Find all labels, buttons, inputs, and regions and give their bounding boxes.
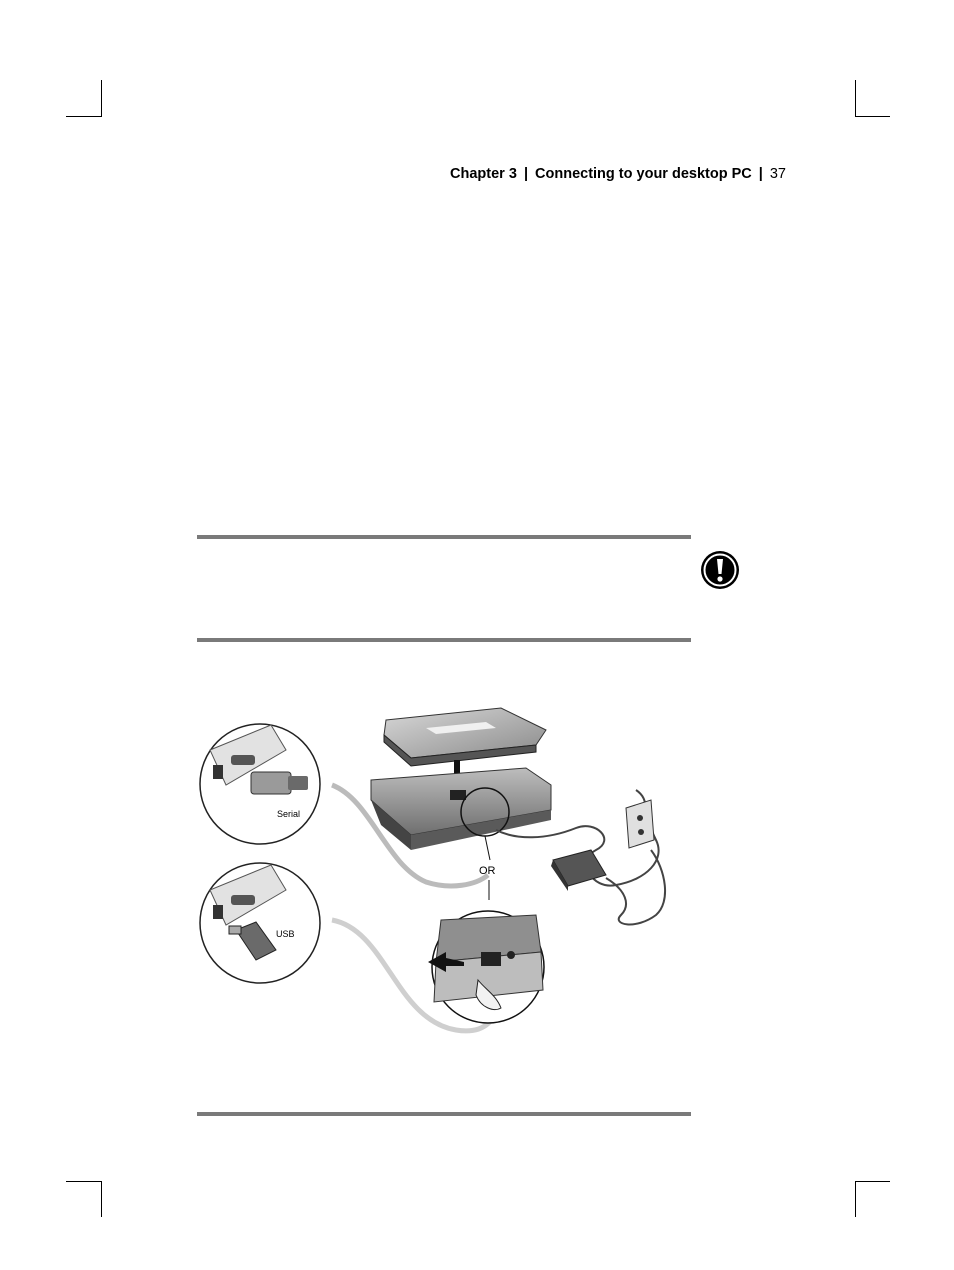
crop-mark-bottom-right-horizontal	[856, 1181, 890, 1182]
running-header	[420, 166, 786, 182]
figure-bottom-rule	[197, 1112, 691, 1116]
crop-mark-top-right-horizontal	[856, 116, 890, 117]
usb-label: USB	[276, 929, 295, 939]
usb-port-inset	[200, 863, 320, 983]
note-bottom-rule	[197, 638, 691, 642]
page-number: 37	[769, 166, 786, 182]
cradle-connection-illustration	[196, 690, 676, 1040]
exclamation-warning-icon	[700, 550, 740, 590]
pocket-pc-device	[384, 708, 546, 766]
header-separator: |	[523, 166, 528, 182]
header-title: Connecting to your desktop PC	[535, 166, 752, 182]
header-separator-2: |	[758, 166, 763, 182]
crop-mark-top-left-vertical	[101, 80, 102, 117]
header-chapter: Chapter 3	[450, 166, 517, 182]
wall-outlet	[626, 800, 654, 848]
serial-label: Serial	[277, 809, 301, 819]
or-label: OR	[479, 865, 496, 877]
crop-mark-bottom-left-vertical	[101, 1181, 102, 1217]
note-top-rule	[197, 535, 691, 539]
crop-mark-bottom-right-vertical	[855, 1181, 856, 1217]
crop-mark-bottom-left-horizontal	[66, 1181, 101, 1182]
power-adapter	[551, 850, 606, 891]
cradle-back-inset	[428, 911, 544, 1023]
crop-mark-top-right-vertical	[855, 80, 856, 117]
crop-mark-top-left-horizontal	[66, 116, 101, 117]
serial-port-inset	[200, 724, 320, 844]
